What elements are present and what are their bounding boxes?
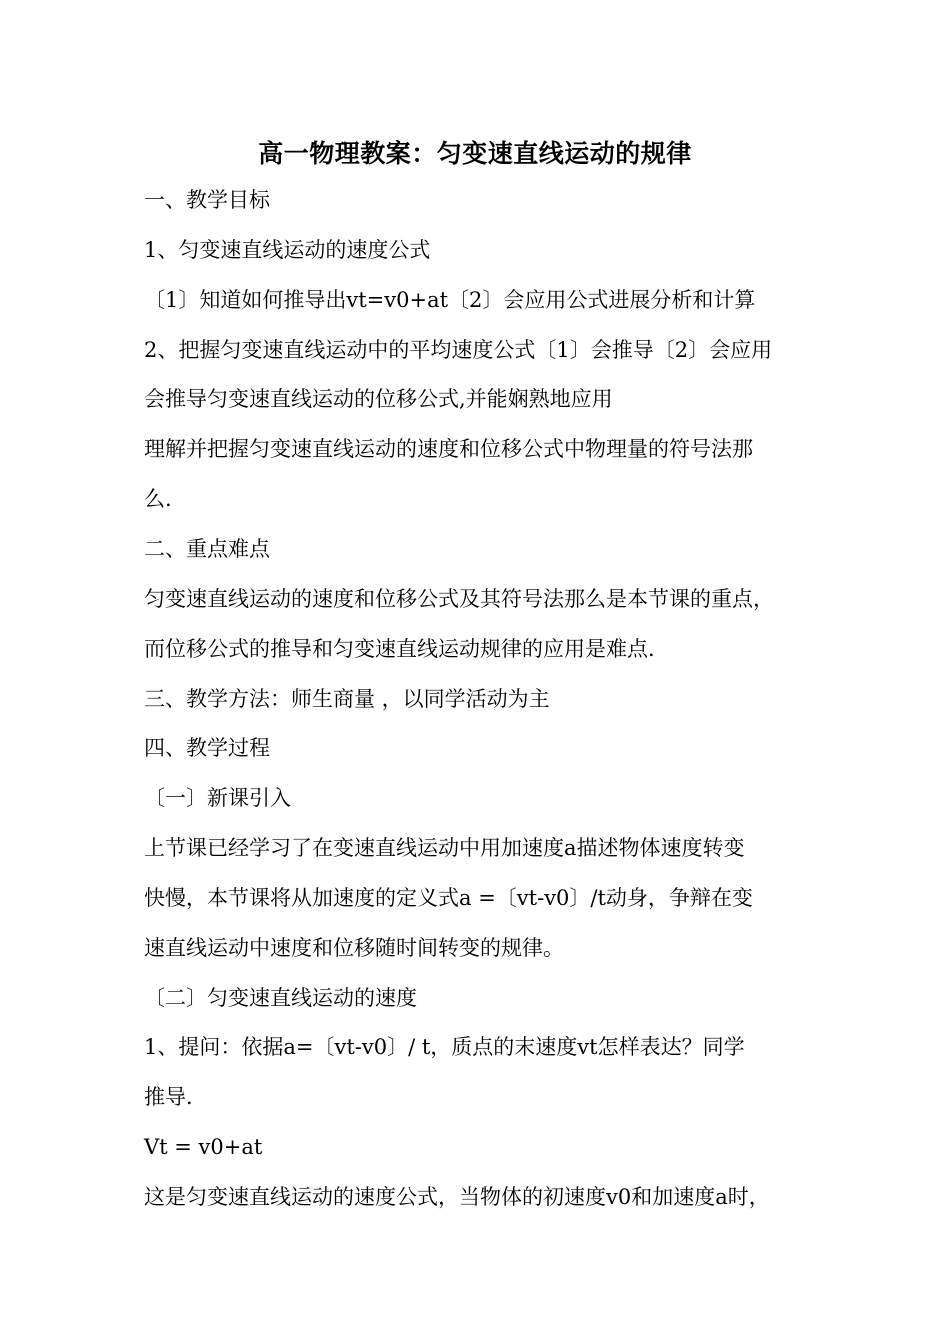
paragraph-line: 2、把握匀变速直线运动中的平均速度公式〔1〕会推导〔2〕会应用 (144, 338, 773, 362)
paragraph-line: 么. (144, 487, 172, 511)
paragraph-line: 理解并把握匀变速直线运动的速度和位移公式中物理量的符号法那 (144, 437, 753, 461)
subsection-heading: 〔二〕匀变速直线运动的速度 (144, 986, 417, 1010)
paragraph-line: 上节课已经学习了在变速直线运动中用加速度a描述物体速度转变 (144, 836, 745, 860)
paragraph-line: 1、匀变速直线运动的速度公式 (144, 238, 431, 262)
paragraph-line: 会推导匀变速直线运动的位移公式,并能娴熟地应用 (144, 387, 613, 411)
paragraph-line: 1、提问：依据a=〔vt-v0〕/ t，质点的末速度vt怎样表达？同学 (144, 1035, 745, 1059)
document-title: 高一物理教案：匀变速直线运动的规律 (258, 139, 692, 168)
paragraph-line: 而位移公式的推导和匀变速直线运动规律的应用是难点. (144, 637, 655, 661)
section-heading-process: 四、教学过程 (144, 736, 270, 760)
paragraph-line: 匀变速直线运动的速度和位移公式及其符号法那么是本节课的重点， (144, 587, 774, 611)
paragraph-line: 推导. (144, 1085, 193, 1109)
paragraph-line: 这是匀变速直线运动的速度公式，当物体的初速度v0和加速度a时， (144, 1185, 770, 1209)
section-heading-key-points: 二、重点难点 (144, 537, 270, 561)
section-heading-objectives: 一、教学目标 (144, 188, 270, 212)
paragraph-line: 〔1〕知道如何推导出vt=v0+at〔2〕会应用公式进展分析和计算 (144, 288, 756, 312)
section-heading-methods: 三、教学方法：师生商量 ，以同学活动为主 (144, 687, 550, 711)
formula-line: Vt = v0+at (144, 1135, 263, 1159)
subsection-heading: 〔一〕新课引入 (144, 786, 291, 810)
paragraph-line: 快慢，本节课将从加速度的定义式a =〔vt-v0〕/t动身，争辩在变 (144, 886, 753, 910)
paragraph-line: 速直线运动中速度和位移随时间转变的规律。 (144, 936, 564, 960)
